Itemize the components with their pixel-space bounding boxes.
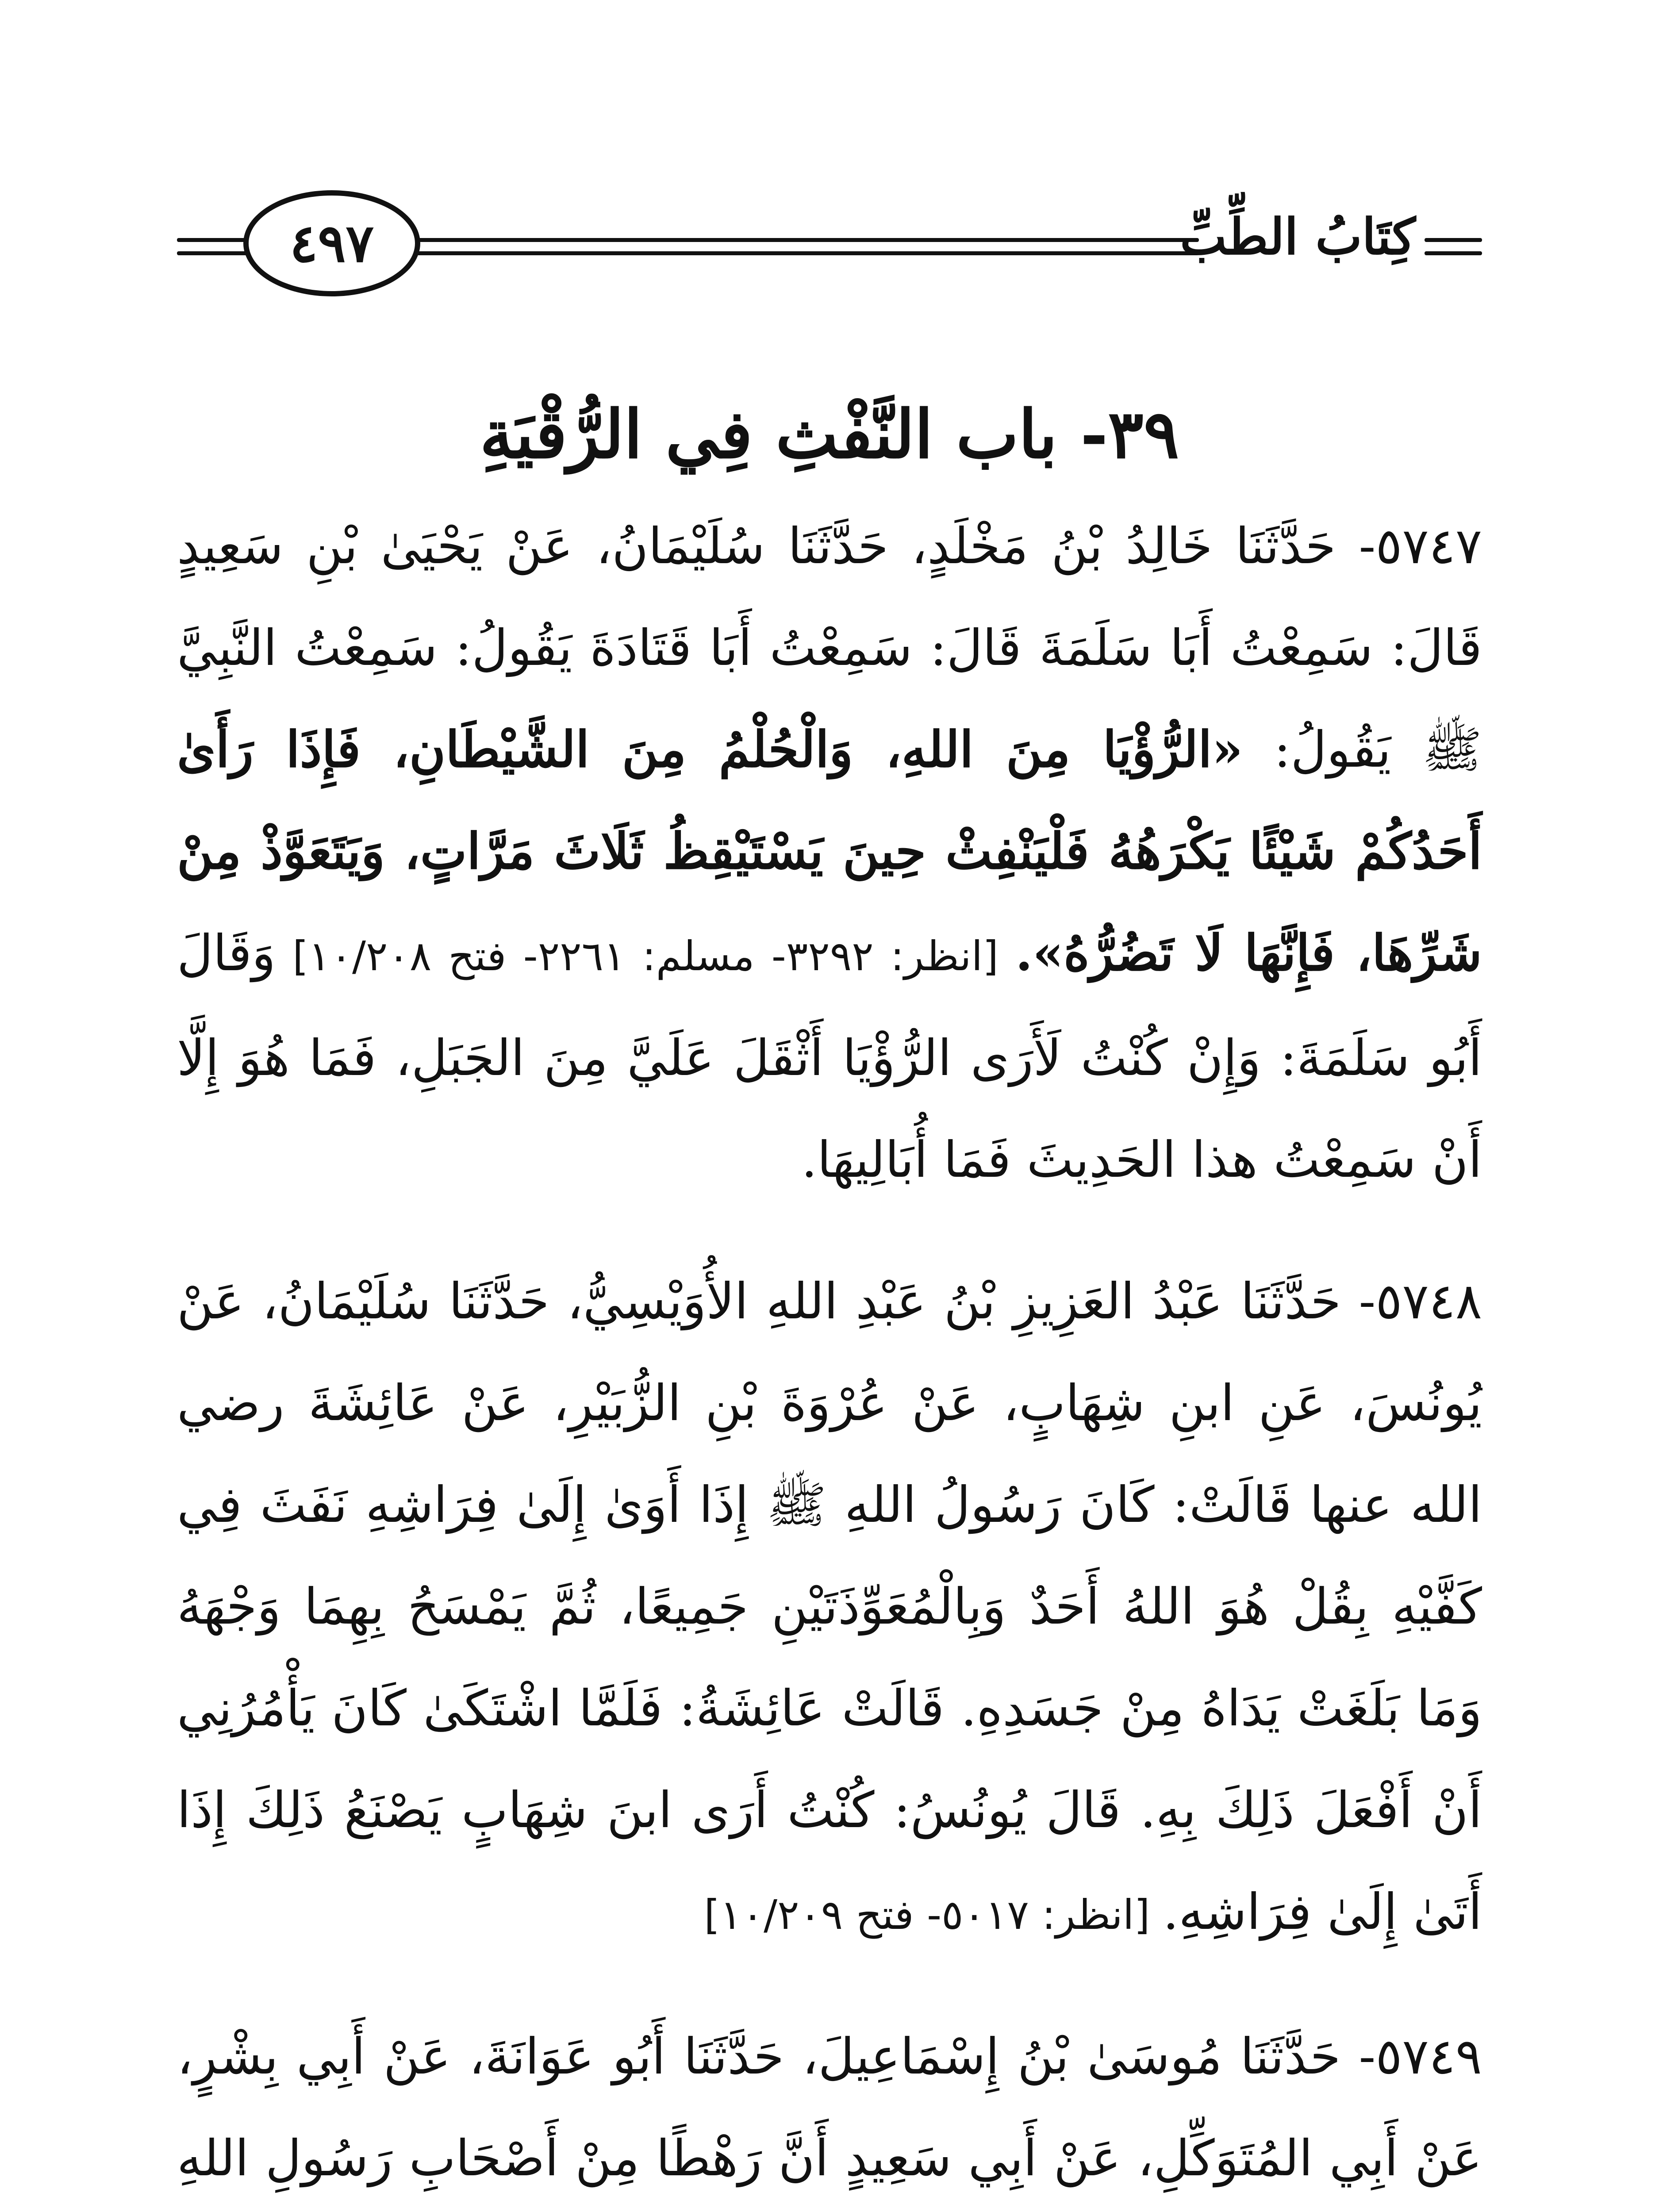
page-header: [177, 186, 1482, 319]
hadith-5747-isnad: ٥٧٤٧- حَدَّثَنَا خَالِدُ بْنُ مَخْلَدٍ، حَدَّثَنَا سُلَيْمَانُ، عَنْ يَحْيَىٰ بْنِ سَعِيدٍ قَالَ: سَمِعْتُ أَبَا سَلَمَةَ قَالَ: سَمِعْتُ أَبَا قَتَادَةَ يَقُولُ: سَمِعْتُ النَّبِيَّ ﷺ يَقُولُ:: [177, 518, 1482, 779]
hadith-5747: [177, 495, 1482, 1211]
header-rule-middle-upper: [416, 238, 1199, 242]
hadith-5748: [177, 1251, 1482, 1966]
page-number: ٤٩٧: [289, 212, 374, 274]
hadith-5749-text: ٥٧٤٩- حَدَّثَنَا مُوسَىٰ بْنُ إِسْمَاعِيلَ، حَدَّثَنَا أَبُو عَوَانَةَ، عَنْ أَبِي بِشْرٍ، عَنْ أَبِي المُتَوَكِّلِ، عَنْ أَبِي سَعِيدٍ أَنَّ رَهْطًا مِنْ أَصْحَابِ رَسُولِ اللهِ: [177, 2028, 1482, 2187]
book-title: كِتَابُ الطِّبِّ: [1180, 208, 1416, 266]
header-rule-right-lower: [1425, 251, 1482, 255]
hadith-5748-reference: [انظر: ٥٠١٧- فتح ١٠/٢٠٩]: [704, 1891, 1163, 1939]
chapter-title: ٣٩- باب النَّفْثِ فِي الرُّقْيَةِ: [480, 396, 1179, 473]
hadith-5747-tail: وَقَالَ أَبُو سَلَمَةَ: وَإِنْ كُنْتُ لَأَرَى الرُّؤْيَا أَثْقَلَ عَلَيَّ مِنَ الجَبَلِ، فَمَا هُوَ إِلَّا أَنْ سَمِعْتُ هذا الحَدِيثَ فَمَا أُبَالِيهَا.: [177, 925, 1482, 1189]
header-rule-right-upper: [1425, 238, 1482, 242]
hadith-5748-text: ٥٧٤٨- حَدَّثَنَا عَبْدُ العَزِيزِ بْنُ عَبْدِ اللهِ الأُوَيْسِيُّ، حَدَّثَنَا سُلَيْمَانُ، عَنْ يُونُسَ، عَنِ ابنِ شِهَابٍ، عَنْ عُرْوَةَ بْنِ الزُّبَيْرِ، عَنْ عَائِشَةَ رضي الله عنها قَالَتْ: كَانَ رَسُولُ اللهِ ﷺ إِذَا أَوَىٰ إِلَىٰ فِرَاشِهِ نَفَثَ فِي كَفَّيْهِ بِقُلْ هُوَ اللهُ أَحَدٌ وَبِالْمُعَوِّذَتَيْنِ جَمِيعًا، ثُمَّ يَمْسَحُ بِهِمَا وَجْهَهُ وَمَا بَلَغَتْ يَدَاهُ مِنْ جَسَدِهِ. قَالَتْ عَائِشَةُ: فَلَمَّا اشْتَكَىٰ كَانَ يَأْمُرُنِي أَنْ أَفْعَلَ ذَلِكَ بِهِ. قَالَ يُونُسُ: كُنْتُ أَرَى ابنَ شِهَابٍ يَصْنَعُ ذَلِكَ إِذَا أَتَىٰ إِلَىٰ فِرَاشِهِ.: [177, 1273, 1482, 1941]
header-rule-left-lower: [177, 251, 248, 255]
hadith-5749: [177, 2006, 1482, 2212]
header-rule-left-upper: [177, 238, 248, 242]
hadith-5747-quote: «الرُّؤْيَا مِنَ اللهِ، وَالْحُلْمُ مِنَ الشَّيْطَانِ، فَإِذَا رَأَىٰ أَحَدُكُمْ شَيْئًا يَكْرَهُهُ فَلْيَنْفِثْ حِينَ يَسْتَيْقِظُ ثَلَاثَ مَرَّاتٍ، وَيَتَعَوَّذْ مِنْ شَرِّهَا، فَإِنَّهَا لَا تَضُرُّهُ».: [177, 721, 1482, 982]
hadith-5747-reference: [انظر: ٣٢٩٢- مسلم: ٢٢٦١- فتح ١٠/٢٠٨]: [276, 933, 1016, 980]
header-rule-middle-lower: [416, 251, 1199, 255]
page-number-badge: [243, 190, 420, 296]
page-body: [177, 495, 1482, 2212]
